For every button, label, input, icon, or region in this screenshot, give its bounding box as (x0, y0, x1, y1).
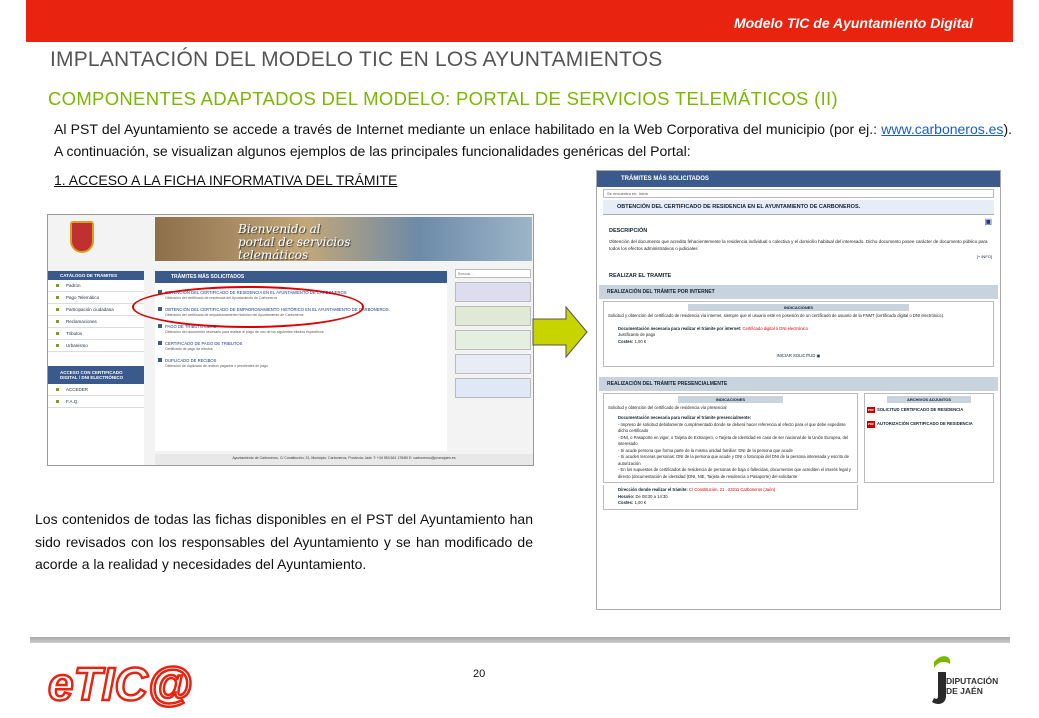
portal-footer: Ayuntamiento de Carboneros, C/ Constitución, 21, Municipio: Carboneros, Provincia: Jaén T: +34 953 661 178/80 E: carboneros@promojaen.es (155, 454, 533, 466)
sidebar-item[interactable]: Padrón (48, 280, 144, 292)
pdf-icon: PDF (868, 422, 874, 426)
costes-label: Costes: (618, 500, 634, 505)
indicaciones-header: INDICACIONES (678, 396, 783, 403)
sidebar-header-catalog: CATÁLOGO DE TRÁMITES (48, 271, 144, 280)
banner-title: Modelo TIC de Ayuntamiento Digital (733, 15, 973, 31)
iniciar-solicitud-button[interactable]: INICIAR SOLICITUD ▣ (776, 353, 821, 358)
tramite-item[interactable]: DUPLICADO DE RECIBOS Obtención de duplicado de recibos pagados o pendientes de pago (155, 355, 447, 372)
sidebar-item[interactable]: Reclamaciones (48, 316, 144, 328)
page-subtitle: COMPONENTES ADAPTADOS DEL MODELO: PORTAL DE SERVICIOS TELEMÁTICOS (II) (48, 88, 838, 109)
diputacion-text: DIPUTACIÓN DE JAÉN (946, 676, 999, 696)
tramite-title: OBTENCIÓN DEL CERTIFICADO DE RESIDENCIA EN EL AYUNTAMIENTO DE CARBONEROS. (603, 200, 994, 215)
justificante: Justificante de pago (618, 332, 656, 337)
tramite-detail-screenshot (596, 170, 1001, 610)
top-banner (26, 0, 1013, 42)
internet-header: REALIZACIÓN DEL TRÁMITE POR INTERNET (599, 285, 998, 299)
archivos-header: ARCHIVOS ADJUNTOS (887, 396, 971, 403)
detail-header: TRÁMITES MÁS SOLICITADOS (597, 171, 1000, 187)
presencial-section (603, 393, 994, 484)
portal-sidebar (48, 271, 144, 466)
doc-label: Documentación necesaria para realizar el trámite por internet: (618, 325, 742, 331)
right-arrow-icon (532, 306, 588, 358)
presencial-details (603, 485, 858, 510)
description-header: DESCRIPCIÓN (609, 228, 648, 234)
archivos-box (864, 393, 994, 484)
print-icon[interactable]: ▣ (984, 217, 992, 226)
sidebar-item[interactable]: Participación ciudadana (48, 304, 144, 316)
section-title: 1. ACCESO A LA FICHA INFORMATIVA DEL TRÁMITE (54, 172, 398, 188)
pres-line: - DNI, o Pasaporte en vigor, o Tarjeta de Extranjero, o Tarjeta de Identidad en caso de ser nacional de la Unión Europea, del interesado (618, 434, 849, 446)
logo-box (455, 330, 531, 350)
body-paragraph: Los contenidos de todas las fichas disponibles en el PST del Ayuntamiento han sido revisados con los responsables del Ayuntamiento y se han modificado de acorde a la realidad y necesidades del Ayuntamiento. (35, 511, 533, 572)
horario-label: Horario: (618, 493, 635, 499)
tramite-item[interactable]: OBTENCIÓN DEL CERTIFICADO DE RESIDENCIA EN EL AYUNTAMIENTO DE CARBONEROS Obtención del certificado de residencia del Ayuntamiento de Carboneros (155, 287, 447, 304)
internet-text: Solicitud y obtención del certificado de residencia vía internet, siempre que el usuario esté en posesión de un certificado de usuario de la FNMT (certificado digital o DNI electrónico). (608, 313, 945, 318)
dir-value: C/ Constitución, 21 , 23211 Carboneros (Jaén) (689, 487, 776, 492)
costes-label: Costes: (618, 338, 634, 344)
logo-box (455, 306, 531, 326)
coat-of-arms-icon (70, 221, 94, 253)
presencial-box (603, 393, 858, 484)
etic-logo (44, 652, 194, 712)
intro-paragraph (54, 118, 1012, 162)
tramite-item[interactable]: CERTIFICADO DE PAGO DE TRIBUTOS Certificado de pago de tributos (155, 338, 447, 355)
dni-logo-box (455, 354, 531, 374)
pdf-icon: PDF (868, 407, 874, 412)
etic-logo-text: eTIC@ (48, 658, 193, 710)
pres-line: - Impreso de solicitud debidamente cumplimentado donde se deberá hacer referencia al efecto para el que debe expedirse dicho certificado (618, 421, 846, 433)
presencial-header: REALIZACIÓN DEL TRÁMITE PRESENCIALMENTE (599, 377, 998, 391)
sidebar-item-acceder[interactable]: ACCEDER (48, 384, 144, 396)
intro-text-before: Al PST del Ayuntamiento se accede a través de Internet mediante un enlace habilitado en la Web Corporativa del municipio (por ej.: (54, 121, 882, 137)
pres-line: - Si acuden terceras personas: DNI de la persona que acude y DNI o fotocopia del DNI de la persona interesada y escrito de autorización (618, 454, 849, 466)
realizar-header: REALIZAR EL TRAMITE (609, 273, 672, 279)
costes-value: 1,00 € (634, 338, 647, 344)
presencial-text: Solicitud y obtención del certificado de residencia vía presencial (608, 404, 727, 410)
pres-doc-label: Documentación necesaria para realizar el trámite presencialmente: (618, 415, 752, 420)
portal-banner-text: Bienvenido al portal de servicios telemáticos (238, 222, 351, 262)
pres-line: - En los supuestos de certificados de residencia de personas de baja o fallecidas, documentos que acrediten el interés legal y directo (documentación de identidad (DNI, NIE, Tarjeta de residencia o Pasaporte) del solicitante (618, 467, 852, 479)
page-number: 20 (473, 668, 486, 680)
main-header: TRÁMITES MÁS SOLICITADOS (155, 271, 447, 283)
sidebar-item[interactable]: Urbanismo (48, 340, 144, 352)
pres-line: - Si acude persona que forma parte de la misma unidad familiar: DNI de la persona que acude (618, 447, 793, 453)
highlight-circle (132, 286, 364, 328)
indicaciones-header: INDICACIONES (688, 304, 909, 311)
doc-value: Certificado digital ó DNI electrónico (742, 325, 808, 331)
breadcrumb: Se encuentra en: Inicio (603, 189, 994, 198)
footer-divider (30, 637, 1010, 643)
file-link[interactable]: PDF AUTORIZACIÓN CERTIFICADO DE RESIDENCIA (868, 421, 973, 426)
horario-value: De 08:30 a 14:30 (635, 493, 668, 499)
tramite-item[interactable]: OBTENCIÓN DEL CERTIFICADO DE EMPADRONAMIENTO HISTÓRICO EN EL AYUNTAMIENTO DE CARBONEROS. Obtención del certificado de empadronamiento histórico del Ayuntamiento de Carboneros (155, 304, 447, 321)
logo-box (455, 282, 531, 302)
costes-value: 1,00 € (634, 500, 647, 505)
portal-right-column (453, 267, 533, 447)
internet-box (603, 301, 994, 367)
dir-label: Dirección donde realizar el trámite: (618, 487, 688, 492)
sidebar-item[interactable]: Pago Telemático (48, 292, 144, 304)
description-text: Obtención del documento que acredita fehacientemente la residencia individual o colectiva y el domicilio habitual del interesado. Dicho documento posee carácter de documento público para todos los efectos administrativos o judiciales (609, 239, 988, 251)
portal-home-screenshot (47, 214, 534, 466)
file-link[interactable]: PDF SOLICITUD CERTIFICADO DE RESIDENCIA (868, 406, 964, 412)
sidebar-header-access: ACCESO CON CERTIFICADO DIGITAL / DNI ELECTRÓNICO (48, 366, 144, 384)
intro-text-after: ). A continuación, se visualizan algunos ejemplos de las principales funcionalidades genéricas del Portal: (54, 121, 1012, 159)
tramite-item[interactable]: PAGO DE TRIBUTO LIBRE Obtención del documento necesario para realizar el pago de uno de los siguientes tributos específicos (155, 321, 447, 338)
sidebar-item-faq[interactable]: F.A.Q. (48, 396, 144, 408)
logo-box (455, 378, 531, 398)
more-info-link[interactable]: [+ INFO] (976, 254, 992, 259)
search-input[interactable]: Buscar... (455, 269, 531, 278)
page-title: IMPLANTACIÓN DEL MODELO TIC EN LOS AYUNTAMIENTOS (50, 48, 663, 71)
carboneros-link[interactable]: www.carboneros.es (881, 121, 1004, 137)
sidebar-item[interactable]: Tributos (48, 328, 144, 340)
